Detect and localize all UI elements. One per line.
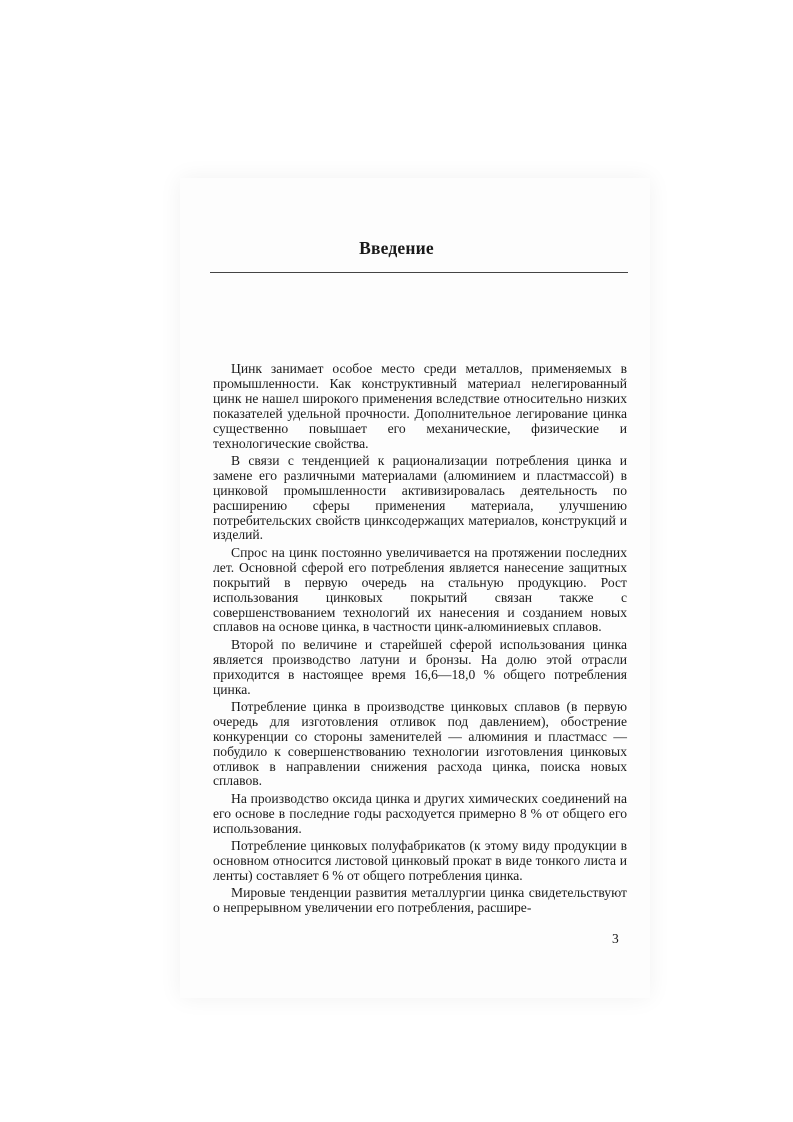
paragraph-7: Потребление цинковых полуфабрикатов (к этому виду продукции в основном относится листовой цинковый прокат в виде тонкого листа и ленты) составляет 6 % от общего потребления цинка. bbox=[213, 838, 627, 883]
body-text bbox=[213, 362, 627, 916]
page-title: Введение bbox=[359, 238, 434, 258]
paragraph-3: Спрос на цинк постоянно увеличивается на протяжении последних лет. Основной сферой его потребления является нанесение защитных покрытий в первую очередь на стальную продукцию. Рост использования цинковых покрытий связан также с совершенствованием технологий их нанесения и созданием новых сплавов на основе цинка, в частности цинк-алюминиевых сплавов. bbox=[213, 544, 627, 635]
paragraph-5: Потребление цинка в производстве цинковых сплавов (в первую очередь для изготовления отливок под давлением), обострение конкуренции со стороны заменителей — алюминия и пластмасс — побудило к совершенствованию технологии изготовления цинковых отливок в направлении снижения расхода цинка, поиска новых сплавов. bbox=[213, 698, 627, 789]
paragraph-6: На производство оксида цинка и других химических соединений на его основе в последние годы расходуется примерно 8 % от общего его использования. bbox=[213, 790, 627, 836]
title-divider bbox=[210, 272, 628, 273]
paragraph-8: Мировые тенденции развития металлургии цинка свидетельствуют о непрерывном увеличении его потребления, расшире- bbox=[213, 885, 627, 916]
paragraph-1: Цинк занимает особое место среди металлов, применяемых в промышленности. Как конструктивный материал нелегированный цинк не нашел широкого применения вследствие относительно низких показателей удельной прочности. Дополнительное легирование цинка существенно повышает его механические, физические и технологические свойства. bbox=[213, 361, 627, 451]
paragraph-4: Второй по величине и старейшей сферой использования цинка является производство латуни и бронзы. На долю этой отрасли приходится в настоящее время 16,6—18,0 % общего потребления цинка. bbox=[213, 636, 627, 697]
page-number: 3 bbox=[612, 931, 619, 946]
paragraph-2: В связи с тенденцией к рационализации потребления цинка и замене его различными материалами (алюминием и пластмассой) в цинковой промышленности активизировалась деятельность по расширению сферы применения материала, улучшению потребительских свойств цинксодержащих материалов, конструкций и изделий. bbox=[213, 452, 627, 543]
